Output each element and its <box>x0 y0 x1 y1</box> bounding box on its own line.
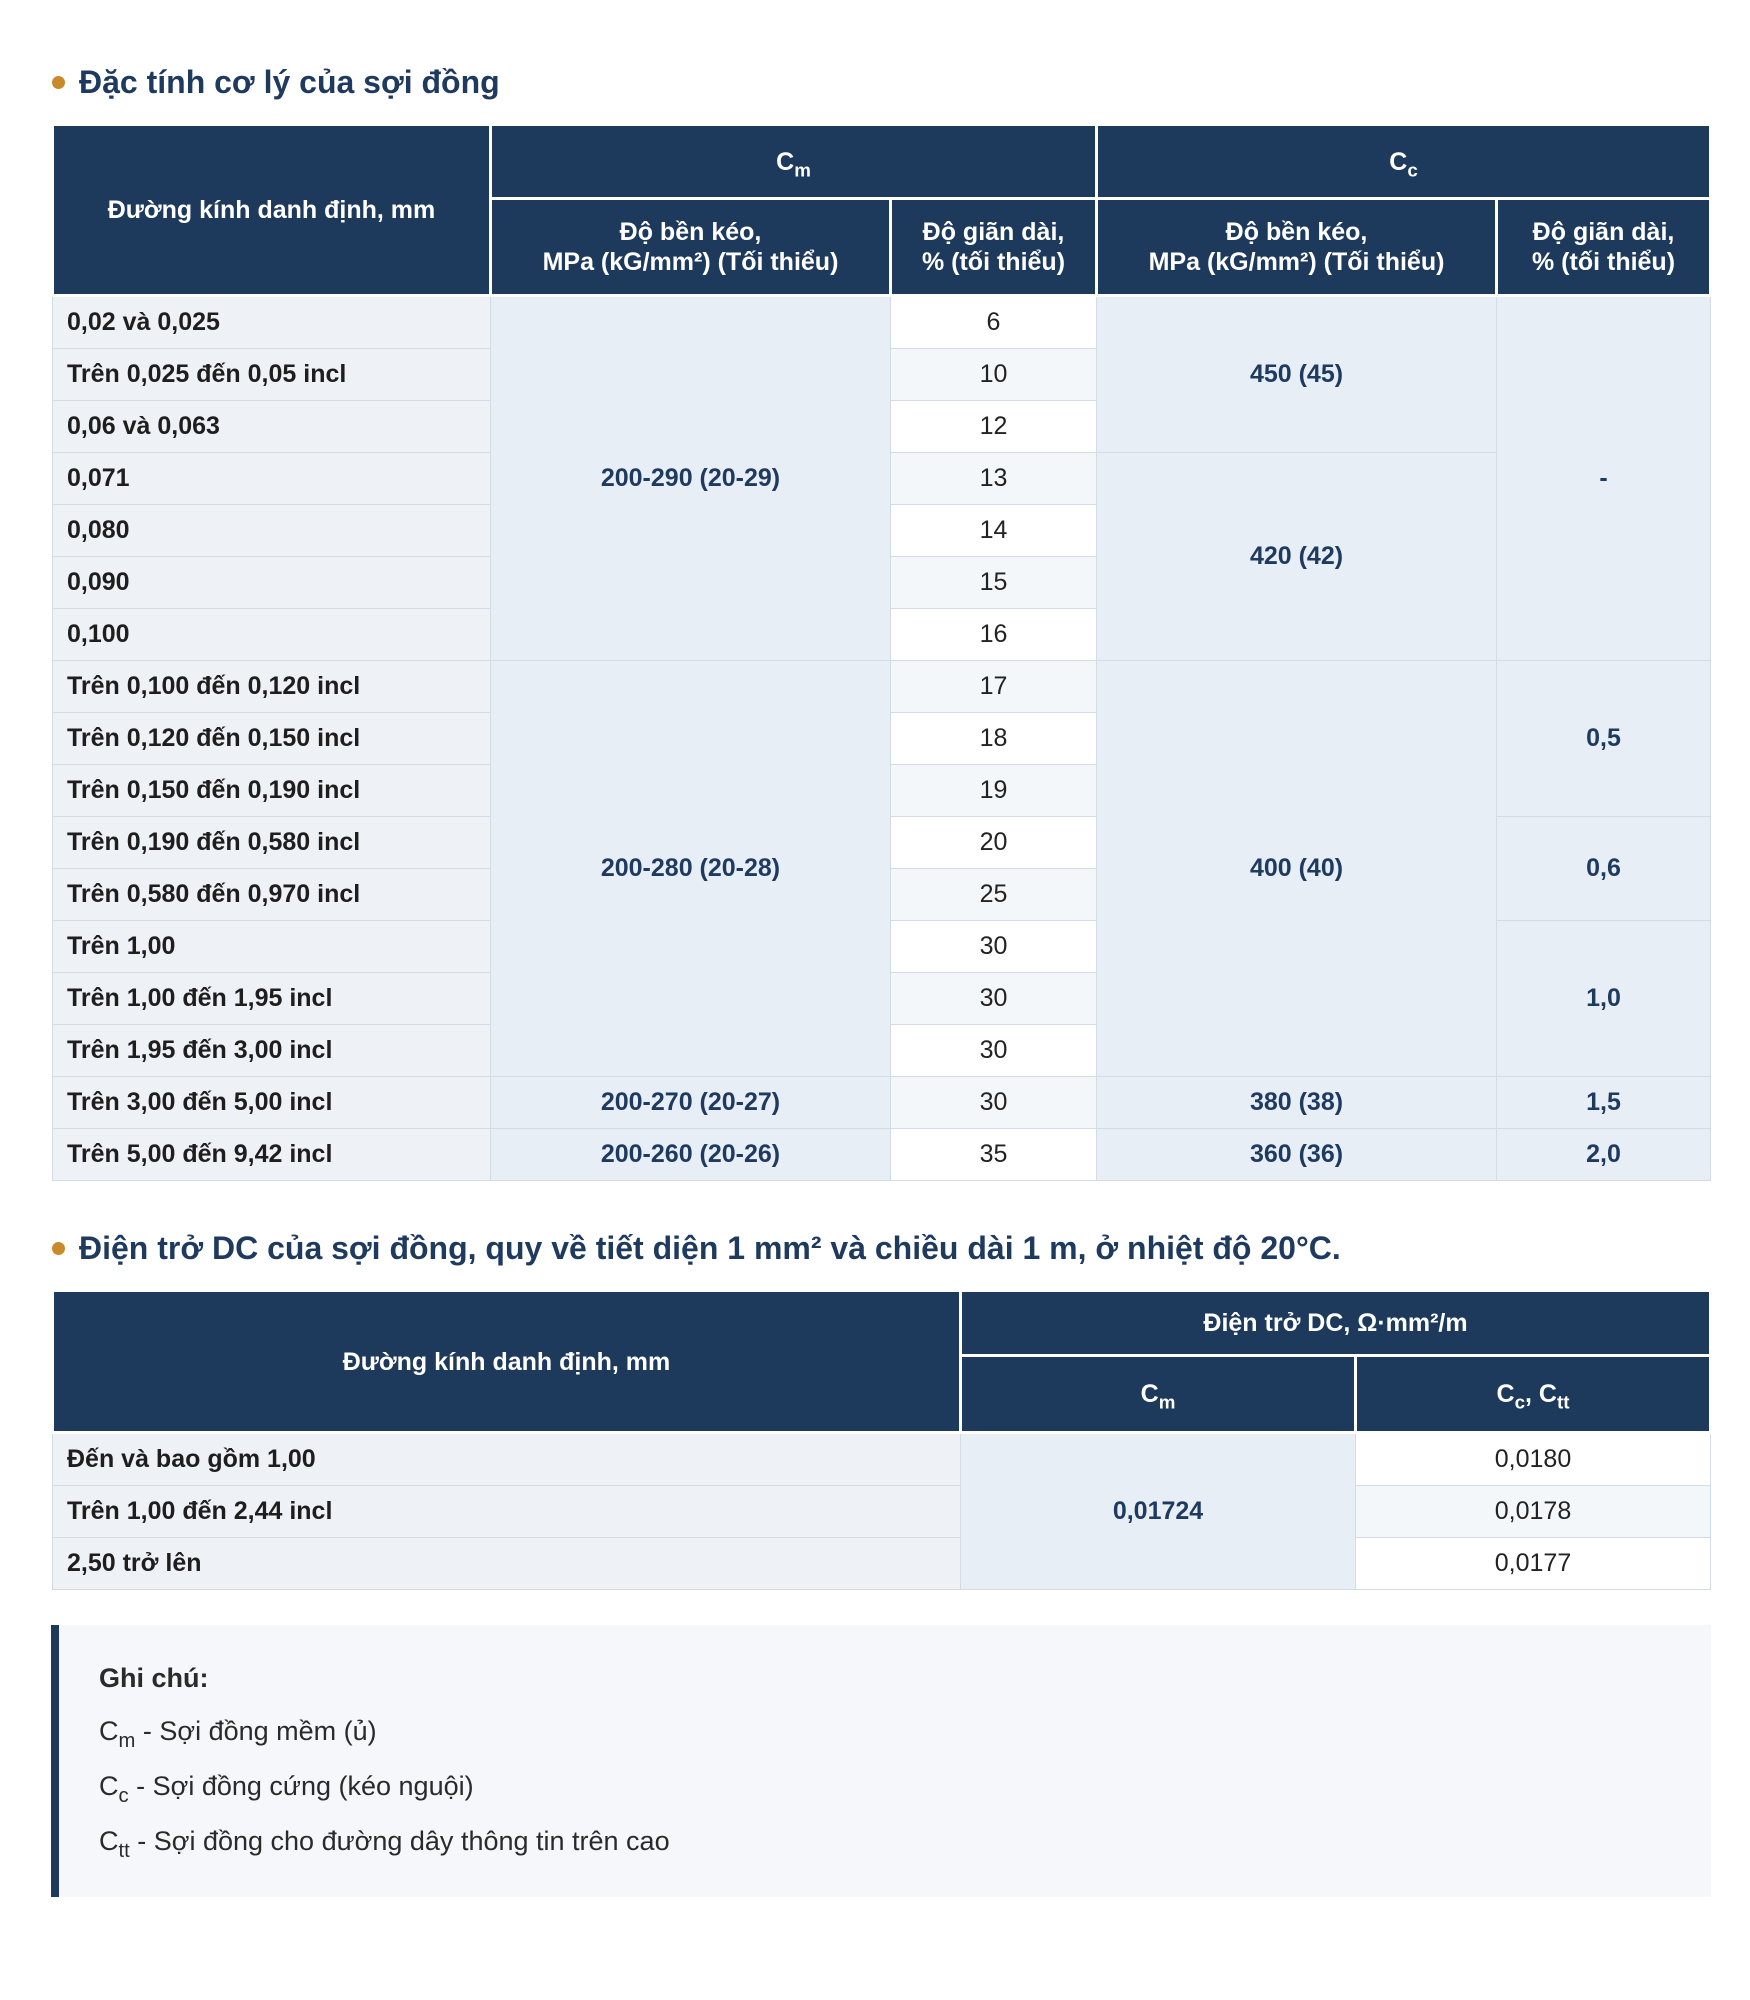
diameter-cell: 0,080 <box>53 505 491 557</box>
cc-resistance-cell: 0,0178 <box>1356 1486 1711 1538</box>
cm-elongation-cell: 16 <box>891 609 1097 661</box>
diameter-cell: 0,090 <box>53 557 491 609</box>
cm-elongation-cell: 15 <box>891 557 1097 609</box>
diameter-cell: Trên 1,95 đến 3,00 incl <box>53 1025 491 1077</box>
cc-tensile-cell: 450 (45) <box>1097 296 1497 453</box>
cc-elongation-cell: 0,6 <box>1497 817 1711 921</box>
cm-elongation-cell: 10 <box>891 349 1097 401</box>
cm-elongation-cell: 35 <box>891 1129 1097 1181</box>
diameter-cell: Trên 1,00 đến 1,95 incl <box>53 973 491 1025</box>
diameter-cell: Trên 0,580 đến 0,970 incl <box>53 869 491 921</box>
header-cc-elongation: Độ giãn dài, % (tối thiểu) <box>1497 199 1711 296</box>
cm-elongation-cell: 12 <box>891 401 1097 453</box>
table-row <box>53 1433 1711 1486</box>
diameter-cell: Trên 0,150 đến 0,190 incl <box>53 765 491 817</box>
cc-elongation-cell: - <box>1497 296 1711 661</box>
diameter-cell: 2,50 trở lên <box>53 1538 961 1590</box>
header-cm: $C_m$ <box>961 1356 1356 1433</box>
cm-resistance-cell: 0,01724 <box>961 1433 1356 1590</box>
section-title: Điện trở DC của sợi đồng, quy về tiết diện 1 mm² và chiều dài 1 m, ở nhiệt độ 20°C. <box>79 1230 1341 1266</box>
section-title: Đặc tính cơ lý của sợi đồng <box>79 64 500 100</box>
mechanical-properties-table <box>51 123 1712 1181</box>
diameter-cell: Đến và bao gồm 1,00 <box>53 1433 961 1486</box>
header-cm-elongation: Độ giãn dài, % (tối thiểu) <box>891 199 1097 296</box>
note-item: $C_{tt}$ - Sợi đồng cho đường dây thông tin trên cao <box>99 1826 670 1863</box>
header-diameter: Đường kính danh định, mm <box>53 125 491 296</box>
table-row <box>53 661 1711 713</box>
table-row <box>53 1129 1711 1181</box>
section-heading-mechanical <box>52 64 500 101</box>
diameter-cell: 0,06 và 0,063 <box>53 401 491 453</box>
diameter-cell: Trên 0,100 đến 0,120 incl <box>53 661 491 713</box>
diameter-cell: Trên 0,190 đến 0,580 incl <box>53 817 491 869</box>
cc-elongation-cell: 1,0 <box>1497 921 1711 1077</box>
header-cm-tensile: Độ bền kéo, MPa (kG/mm²) (Tối thiểu) <box>491 199 891 296</box>
cm-elongation-cell: 6 <box>891 296 1097 349</box>
diameter-cell: Trên 3,00 đến 5,00 incl <box>53 1077 491 1129</box>
dc-resistance-table <box>51 1289 1712 1590</box>
cc-elongation-cell: 1,5 <box>1497 1077 1711 1129</box>
table-row <box>53 1486 1711 1538</box>
diameter-cell: Trên 1,00 <box>53 921 491 973</box>
header-cc-tensile: Độ bền kéo, MPa (kG/mm²) (Tối thiểu) <box>1097 199 1497 296</box>
table-row <box>53 296 1711 349</box>
note-item: $C_m$ - Sợi đồng mềm (ủ) <box>99 1716 377 1753</box>
note-item: $C_c$ - Sợi đồng cứng (kéo nguội) <box>99 1771 474 1808</box>
diameter-cell: Trên 5,00 đến 9,42 incl <box>53 1129 491 1181</box>
cm-elongation-cell: 30 <box>891 1077 1097 1129</box>
cm-elongation-cell: 25 <box>891 869 1097 921</box>
cc-elongation-cell: 2,0 <box>1497 1129 1711 1181</box>
cm-elongation-cell: 17 <box>891 661 1097 713</box>
cc-tensile-cell: 380 (38) <box>1097 1077 1497 1129</box>
table-row <box>53 1538 1711 1590</box>
cm-tensile-cell: 200-260 (20-26) <box>491 1129 891 1181</box>
cm-elongation-cell: 19 <box>891 765 1097 817</box>
cc-resistance-cell: 0,0180 <box>1356 1433 1711 1486</box>
cc-tensile-cell: 400 (40) <box>1097 661 1497 1077</box>
diameter-cell: 0,02 và 0,025 <box>53 296 491 349</box>
diameter-cell: Trên 1,00 đến 2,44 incl <box>53 1486 961 1538</box>
diameter-cell: Trên 0,025 đến 0,05 incl <box>53 349 491 401</box>
cc-tensile-cell: 360 (36) <box>1097 1129 1497 1181</box>
cm-elongation-cell: 30 <box>891 921 1097 973</box>
header-resistance: Điện trở DC, Ω·mm²/m <box>961 1291 1711 1356</box>
cc-tensile-cell: 420 (42) <box>1097 453 1497 661</box>
header-cc: $C_c$ <box>1097 125 1711 199</box>
cc-elongation-cell: 0,5 <box>1497 661 1711 817</box>
cc-resistance-cell: 0,0177 <box>1356 1538 1711 1590</box>
diameter-cell: 0,071 <box>53 453 491 505</box>
cm-elongation-cell: 30 <box>891 1025 1097 1077</box>
bullet-icon <box>52 1242 65 1255</box>
cm-tensile-cell: 200-270 (20-27) <box>491 1077 891 1129</box>
cm-tensile-cell: 200-280 (20-28) <box>491 661 891 1077</box>
cm-tensile-cell: 200-290 (20-29) <box>491 296 891 661</box>
bullet-icon <box>52 76 65 89</box>
diameter-cell: 0,100 <box>53 609 491 661</box>
notes-box <box>51 1625 1711 1897</box>
cm-elongation-cell: 14 <box>891 505 1097 557</box>
header-diameter: Đường kính danh định, mm <box>53 1291 961 1433</box>
section-heading-resistance <box>52 1230 1341 1267</box>
header-cm: $C_m$ <box>491 125 1097 199</box>
cm-elongation-cell: 20 <box>891 817 1097 869</box>
diameter-cell: Trên 0,120 đến 0,150 incl <box>53 713 491 765</box>
table-row <box>53 1077 1711 1129</box>
header-cc-ctt: $C_c$, $C_{tt}$ <box>1356 1356 1711 1433</box>
notes-title: Ghi chú: <box>99 1663 209 1693</box>
cm-elongation-cell: 30 <box>891 973 1097 1025</box>
cm-elongation-cell: 18 <box>891 713 1097 765</box>
cm-elongation-cell: 13 <box>891 453 1097 505</box>
